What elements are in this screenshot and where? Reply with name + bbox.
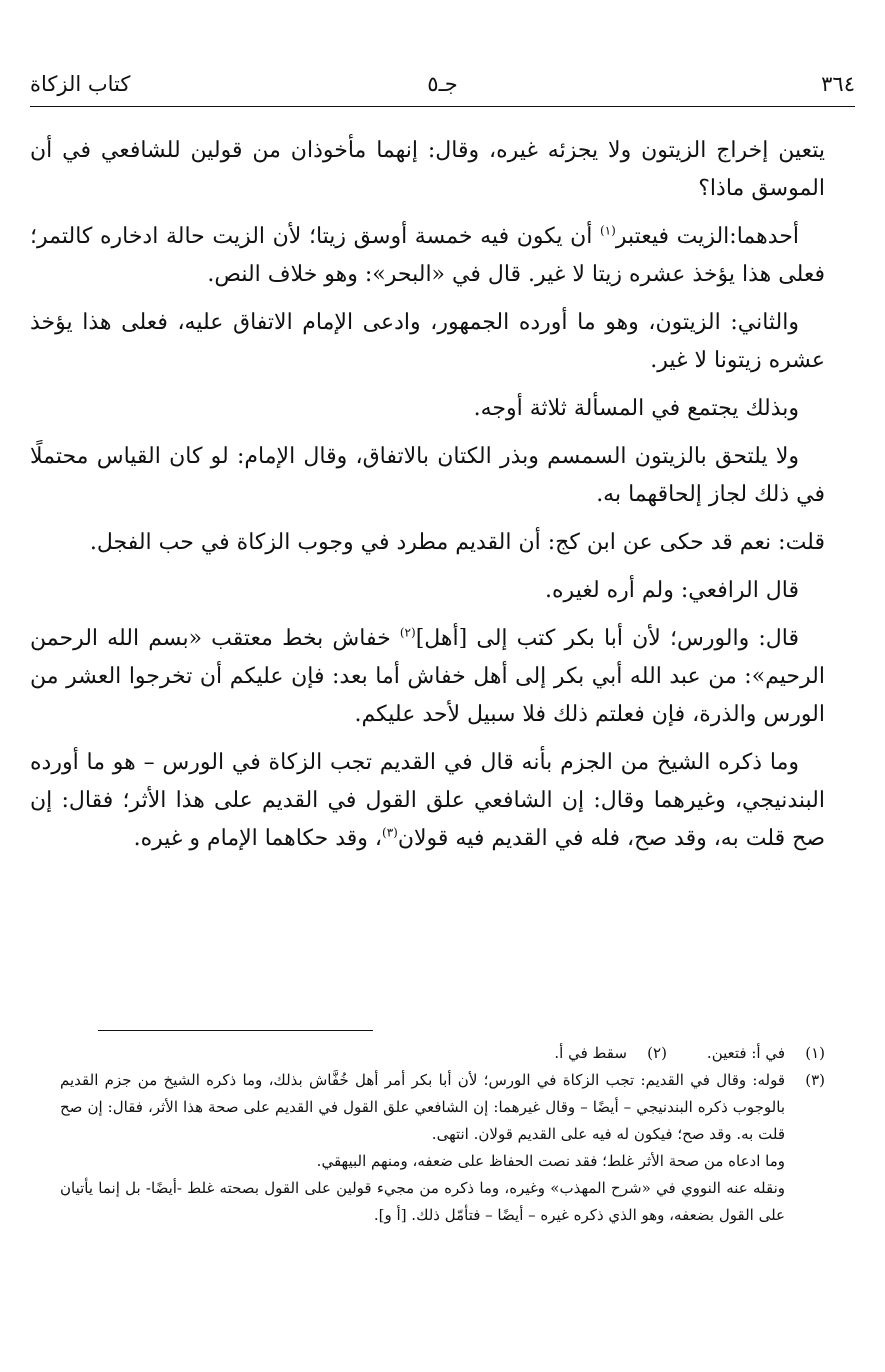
paragraph-8-part-a: قال: والورس؛ لأن أبا بكر كتب إلى [أهل] [415, 626, 800, 651]
footnote-2-text: سقط في أ. [554, 1044, 627, 1062]
footnote-row-1-2 [60, 1040, 825, 1067]
paragraph-7: قال الرافعي: ولم أره لغيره. [545, 578, 799, 603]
main-text [30, 132, 825, 868]
footnote-3 [60, 1067, 825, 1229]
paragraph-1: يتعين إخراج الزيتون ولا يجزئه غيره، وقال: إنهما مأخوذان من قولين للشافعي في أن الموسق ماذا؟ [30, 138, 825, 201]
paragraph-9-part-a: وما ذكره الشيخ من الجزم بأنه قال في القديم تجب الزكاة في الورس – هو ما أورده البندنيجي، وغيرهما وقال: إن الشافعي علق القول في القديم على هذا الأثر؛ فقال: إن صح قلت به، وقد صح، فله في القديم فيه قولان [30, 750, 825, 851]
paragraph-2-part-b: أن يكون فيه خمسة أوسق زيتا؛ لأن الزيت حالة ادخاره كالتمر؛ فعلى هذا يؤخذ عشره زيتا لا غير. قال في «البحر»: وهو خلاف النص. [30, 224, 825, 287]
footnote-2 [554, 1040, 667, 1067]
footnote-3-line-2: وما ادعاه من صحة الأثر غلط؛ فقد نصت الحفاظ على ضعفه، ومنهم البيهقي. [316, 1152, 785, 1170]
footnote-1 [707, 1040, 825, 1067]
footnote-3-line-3: ونقله عنه النووي في «شرح المهذب» وغيره، وما ذكره من مجيء قولين على القول بصحته غلط -أيضًا- بل إنما يأتيان على القول بضعفه، وهو الذي ذكره غيره – أيضًا – فتأمّل ذلك. [أ و]. [60, 1179, 785, 1224]
book-title: كتاب الزكاة [30, 72, 131, 96]
paragraph-9 [30, 744, 825, 858]
header-rule [30, 106, 855, 107]
paragraph-2-part-a: أحدهما:الزيت فيعتبر [615, 224, 799, 249]
footnote-2-number: (٢) [647, 1044, 667, 1062]
footnote-ref-1: (١) [599, 223, 616, 238]
volume-label: جـ٥ [427, 72, 458, 96]
paragraph-2 [30, 218, 825, 294]
footnote-1-number: (١) [805, 1044, 825, 1062]
paragraph-5: ولا يلتحق بالزيتون السمسم وبذر الكتان بالاتفاق، وقال الإمام: لو كان القياس محتملًا في ذلك لجاز إلحاقهما به. [30, 444, 825, 507]
paragraph-8 [30, 620, 825, 734]
footnote-ref-2: (٢) [399, 625, 416, 640]
footnote-ref-3: (٣) [382, 825, 398, 840]
footnote-rule [98, 1030, 373, 1031]
page-number: ٣٦٤ [821, 72, 855, 96]
footnote-1-text: في أ: فتعين. [706, 1044, 785, 1062]
paragraph-9-part-b: ، وقد حكاهما الإمام و غيره. [133, 826, 383, 851]
paragraph-3: والثاني: الزيتون، وهو ما أورده الجمهور، وادعى الإمام الاتفاق عليه، فعلى هذا يؤخذ عشره زيتونا لا غير. [30, 310, 825, 373]
paragraph-6: قلت: نعم قد حكى عن ابن كج: أن القديم مطرد في وجوب الزكاة في حب الفجل. [89, 530, 825, 555]
footnote-3-line-1: قوله: وقال في القديم: تجب الزكاة في الورس؛ لأن أبا بكر أمر أهل خُفَّاش بذلك، وما ذكره الشيخ من جزم القديم بالوجوب ذكره البندنيجي – أيضًا – وقال غيرهما: إن الشافعي علق القول في القديم على صحة هذا الأثر، فقال: إن صح قلت به. وقد صح؛ فيكون له فيه على القديم قولان. انتهى. [60, 1071, 785, 1143]
paragraph-8-part-b: خفاش بخط معتقب «بسم الله الرحمن الرحيم»: من عبد الله أبي بكر إلى أهل خفاش أما بعد: فإن عليكم أن تخرجوا العشر من الورس والذرة، فإن فعلتم ذلك فلا سبيل لأحد عليكم. [30, 626, 825, 727]
footnotes [60, 1040, 825, 1229]
footnote-3-body [60, 1067, 785, 1229]
paragraph-4: وبذلك يجتمع في المسألة ثلاثة أوجه. [473, 396, 799, 421]
footnote-3-number: (٣) [805, 1071, 825, 1089]
page-header [30, 66, 855, 102]
